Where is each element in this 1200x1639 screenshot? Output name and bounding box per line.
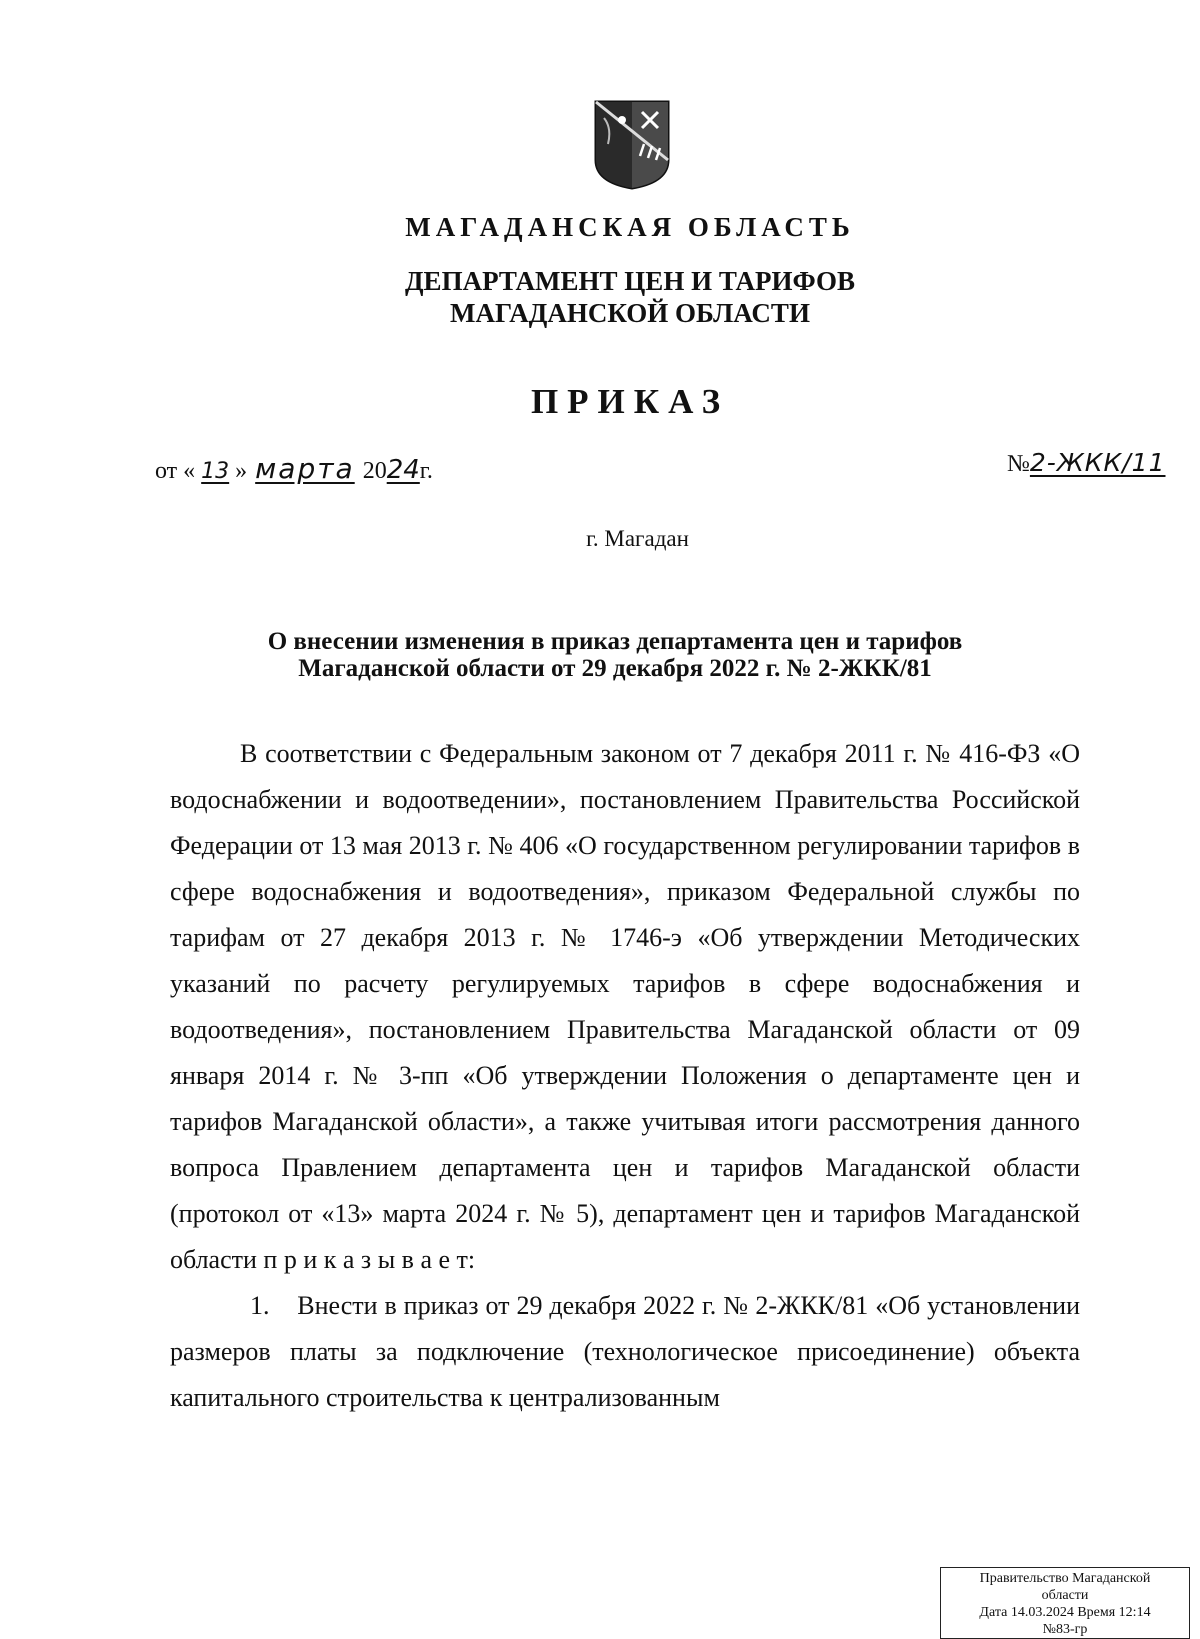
date-month: марта — [255, 452, 355, 485]
item-1: 1. Внести в приказ от 29 декабря 2022 г. № 2-ЖКК/81 «Об установлении размеров платы за подключение (технологическое присоединение) объекта капитального строительства к централизованным — [170, 1291, 1080, 1412]
registration-stamp — [940, 1567, 1190, 1639]
number-value: 2-ЖКК/11 — [1029, 448, 1166, 477]
stamp-line3: Дата 14.03.2024 Время 12:14 — [979, 1605, 1151, 1620]
subject-line1: О внесении изменения в приказ департамента цен и тарифов — [267, 628, 963, 655]
preamble-text: В соответствии с Федеральным законом от 7 декабря 2011 г. № 416-ФЗ «О водоснабжении и водоотведении», постановлением Правительства Российской Федерации от 13 мая 2013 г. № 406 «О государственном регулировании тарифов в сфере водоснабжения и водоотведения», приказом Федеральной службы по тарифам от 27 декабря 2013 г. № 1746-э «Об утверждении Методических указаний по расчету регулируемых тарифов в сфере водоснабжения и водоотведения», постановлением Правительства Магаданской области от 09 января 2014 г. № 3-пп «Об утверждении Положения о департаменте цен и тарифов Магаданской области», а также учитывая итоги рассмотрения данного вопроса Правлением департамента цен и тарифов Магаданской области (протокол от «13» марта 2024 г. № 5), департамент цен и тарифов Магаданской области — [170, 739, 1080, 1274]
stamp-line4: №83-гр — [1042, 1622, 1088, 1637]
department-name — [0, 265, 1200, 329]
stamp-line2: области — [1041, 1588, 1089, 1603]
preamble-paragraph — [170, 731, 1080, 1283]
coat-of-arms-icon — [592, 98, 672, 192]
date-prefix: от « — [155, 458, 196, 484]
subject-line2: Магаданской области от 29 декабря 2022 г. № 2-ЖКК/81 — [298, 655, 932, 682]
region-title: МАГАДАНСКАЯ ОБЛАСТЬ — [405, 212, 855, 242]
order-number — [1007, 448, 1166, 478]
document-type: ПРИКАЗ — [530, 382, 730, 421]
decree-word: п р и к а з ы в а е т: — [263, 1245, 476, 1274]
date-day: 13 — [201, 459, 230, 484]
order-date — [155, 452, 433, 485]
city: г. Магадан — [586, 526, 689, 551]
order-body — [170, 731, 1080, 1421]
department-name-line1: ДЕПАРТАМЕНТ ЦЕН И ТАРИФОВ — [404, 266, 856, 296]
department-name-line2: МАГАДАНСКОЙ ОБЛАСТИ — [450, 298, 810, 328]
order-subject — [0, 628, 1200, 682]
date-mid: » — [235, 458, 248, 484]
stamp-line1: Правительство Магаданской — [979, 1571, 1151, 1586]
date-g: г. — [419, 458, 433, 484]
number-sign: № — [1007, 451, 1030, 477]
date-year-suffix: 24 — [386, 455, 420, 485]
date-year-prefix: 20 — [362, 458, 387, 484]
